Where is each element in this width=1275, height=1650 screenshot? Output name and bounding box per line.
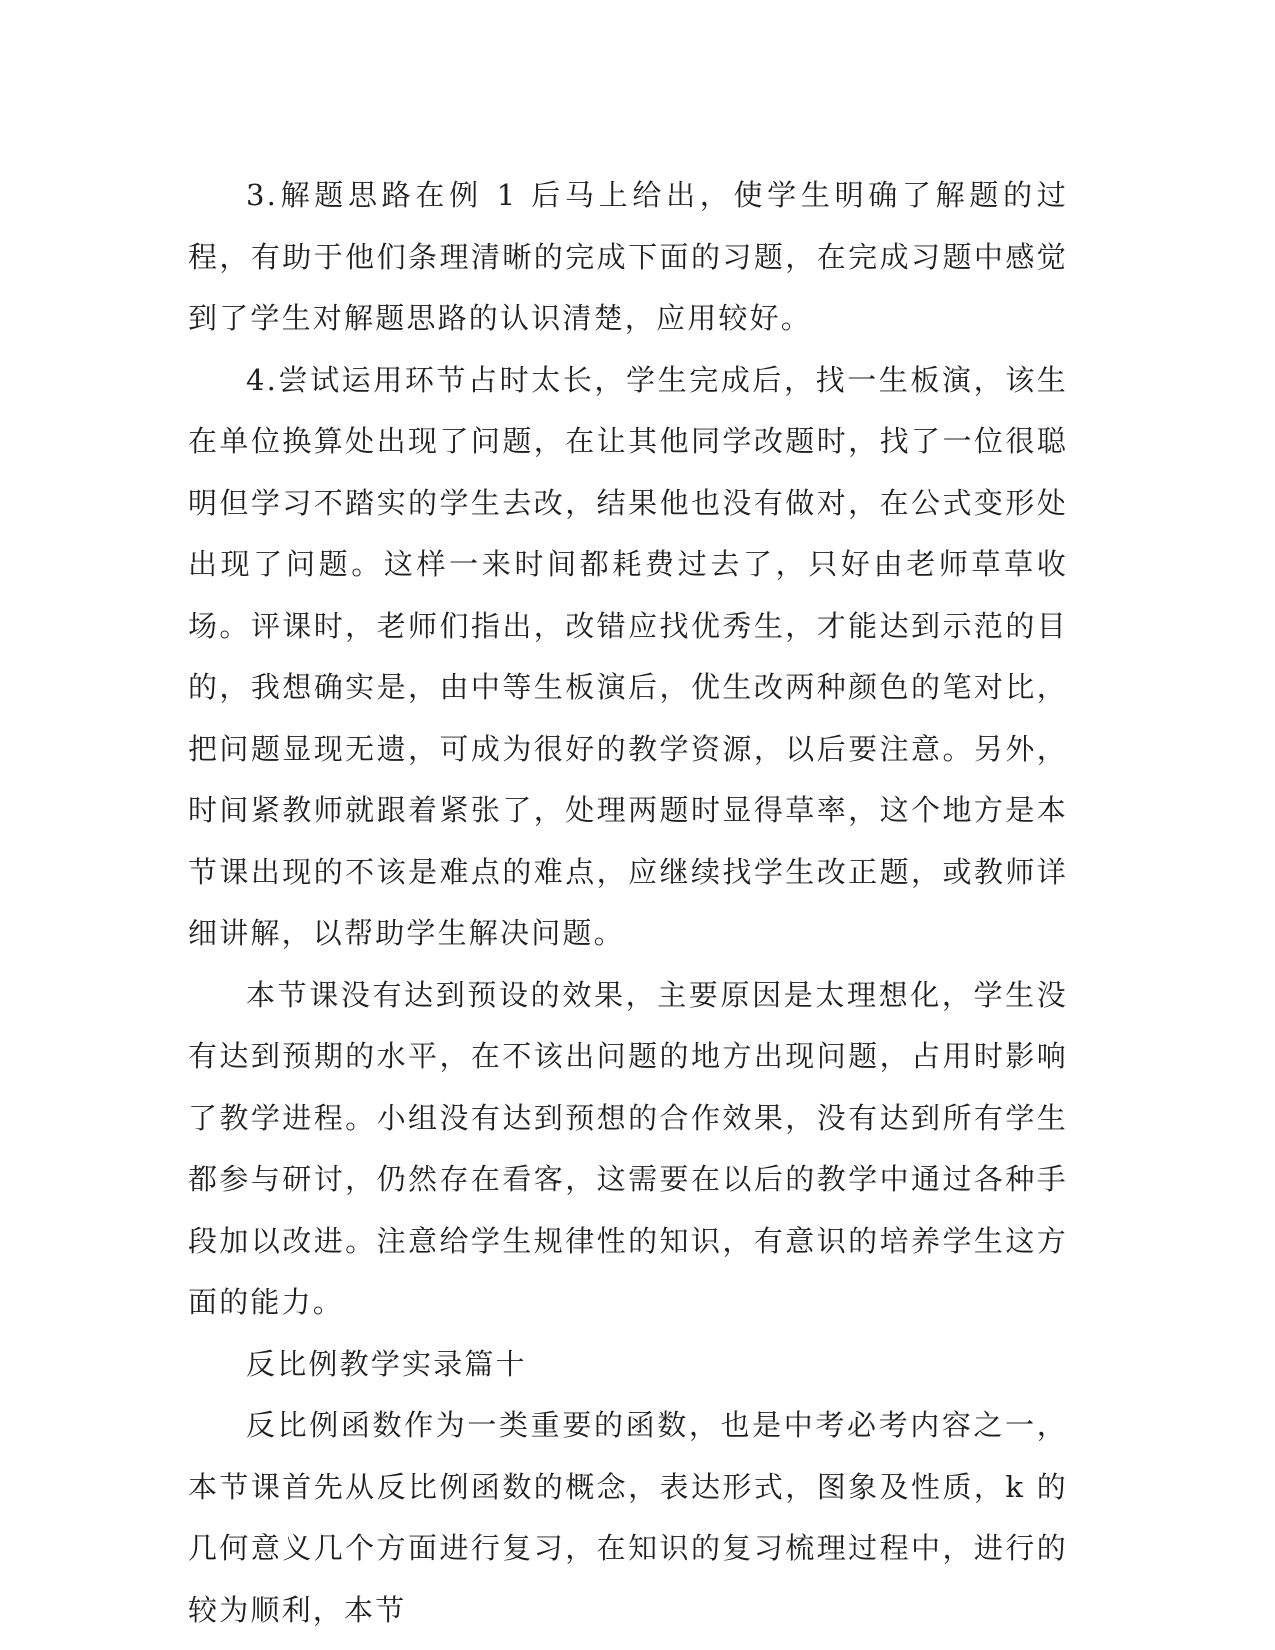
paragraph-practice-segment: 4.尝试运用环节占时太长，学生完成后，找一生板演，该生在单位换算处出现了问题，在让其他同学改题时，找了一位很聪明但学习不踏实的学生去改，结果他也没有做对，在公式变形处出现了问题。这样一来时间都耗费过去了，只好由老师草草收场。评课时，老师们指出，改错应找优秀生，才能达到示范的目的，我想确实是，由中等生板演后，优生改两种颜色的笔对比，把问题显现无遗，可成为很好的教学资源，以后要注意。另外，时间紧教师就跟着紧张了，处理两题时显得草率，这个地方是本节课出现的不该是难点的难点，应继续找学生改正题，或教师详细讲解，以帮助学生解决问题。 — [188, 362, 1068, 950]
paragraph-inverse-function-review: 反比例函数作为一类重要的函数，也是中考必考内容之一，本节课首先从反比例函数的概念，表达形式，图象及性质，k 的几何意义几个方面进行复习，在知识的复习梳理过程中，进行的较为顺利，本节 — [188, 1408, 1068, 1627]
paragraph-lesson-summary: 本节课没有达到预设的效果，主要原因是太理想化，学生没有达到预期的水平，在不该出问题的地方出现问题，占用时影响了教学进程。小组没有达到预想的合作效果，没有达到所有学生都参与研讨，仍然存在看客，这需要在以后的教学中通过各种手段加以改进。注意给学生规律性的知识，有意识的培养学生这方面的能力。 — [188, 977, 1068, 1319]
section-heading: 反比例教学实录篇十 — [246, 1346, 527, 1381]
document-body — [188, 165, 1068, 1641]
paragraph-solution-approach: 3.解题思路在例 1 后马上给出，使学生明确了解题的过程，有助于他们条理清晰的完成下面的习题，在完成习题中感觉到了学生对解题思路的认识清楚，应用较好。 — [188, 178, 1068, 335]
